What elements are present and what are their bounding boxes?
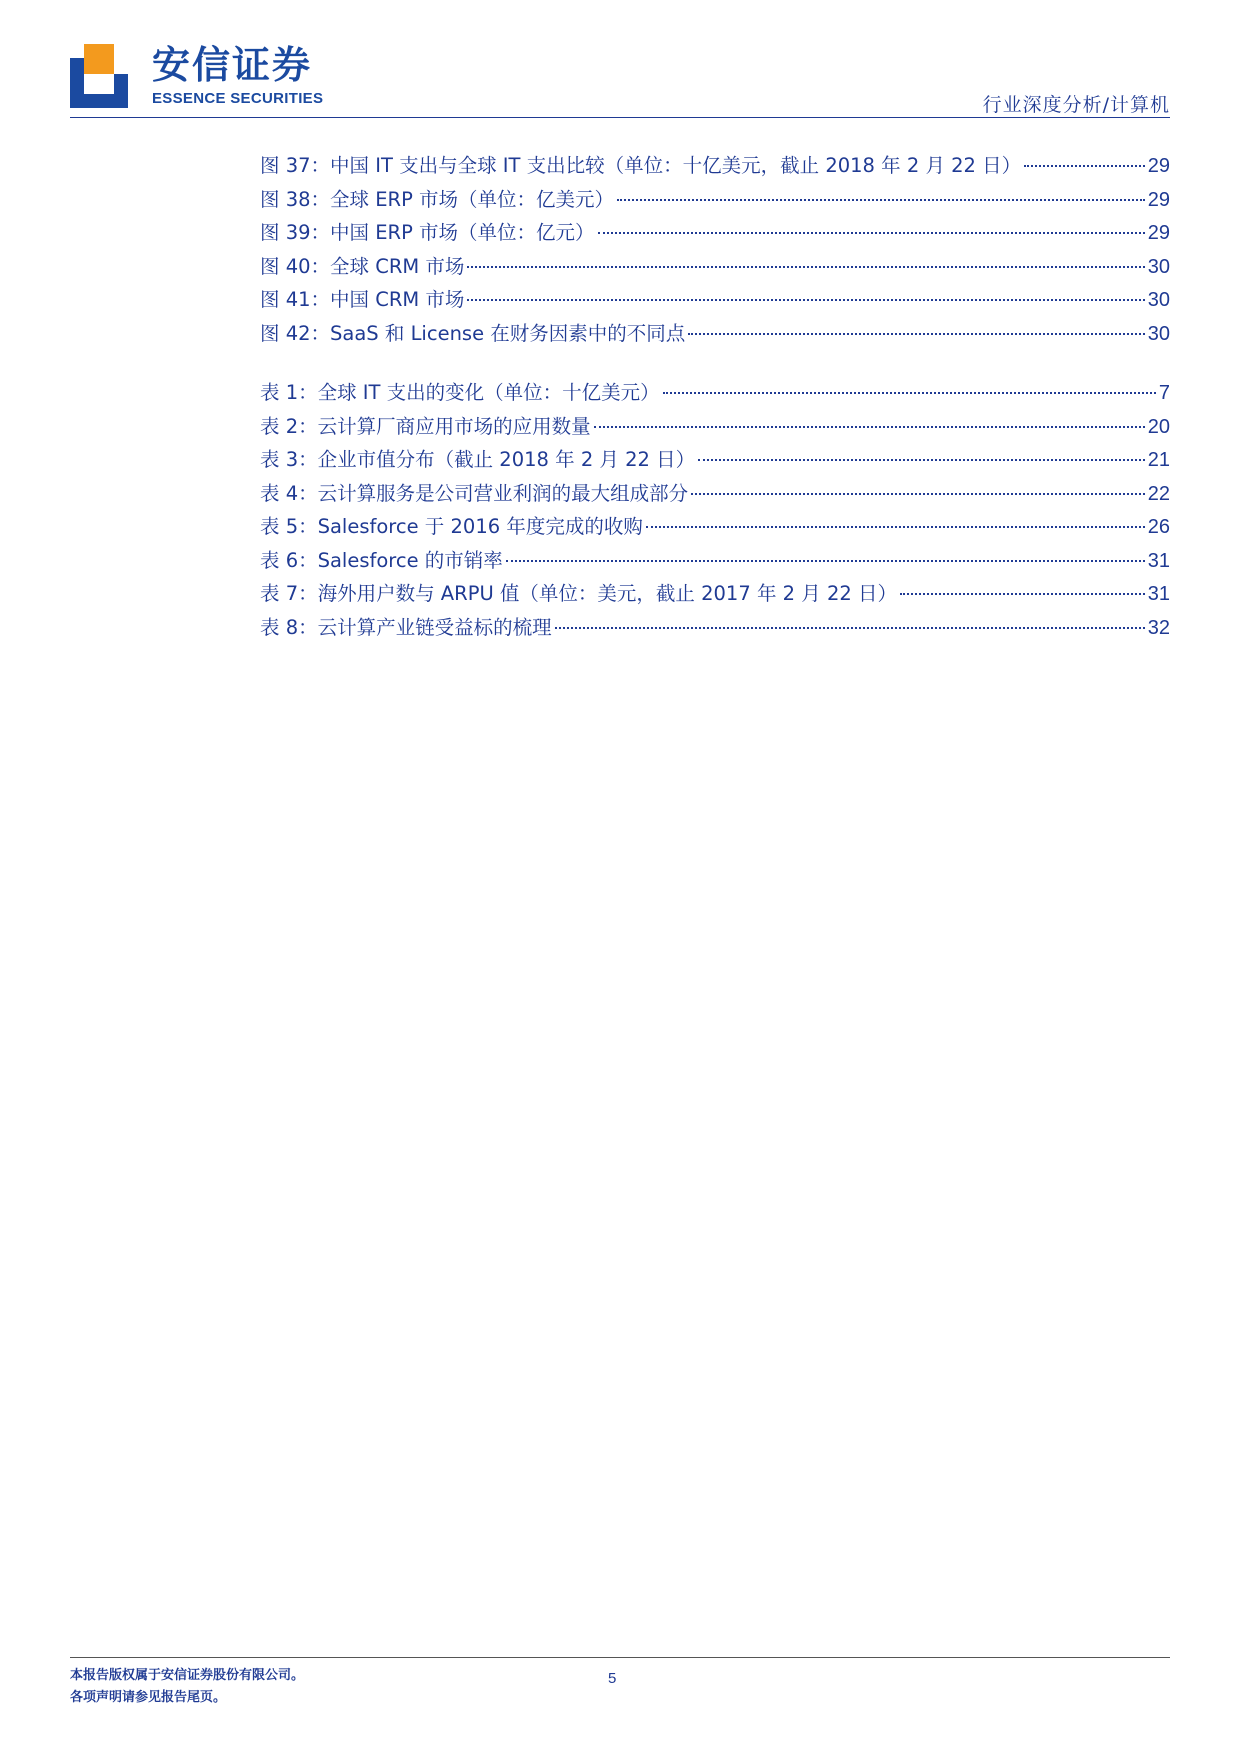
toc-entry-label: 表 1：全球 IT 支出的变化（单位：十亿美元） (260, 381, 660, 404)
toc-entry-label: 图 40：全球 CRM 市场 (260, 254, 465, 278)
toc-entry[interactable] (260, 377, 1170, 411)
toc-entry-page: 7 (1158, 382, 1170, 404)
toc-entry-label: 表 8：云计算产业链受益标的梳理 (260, 615, 552, 639)
table-of-contents (260, 150, 1170, 645)
toc-entry-page: 31 (1147, 583, 1170, 605)
toc-entry-page: 29 (1147, 188, 1170, 211)
logo-english-name: ESSENCE SECURITIES (152, 90, 324, 107)
footer-divider (70, 1657, 1170, 1658)
toc-entry[interactable] (260, 511, 1170, 545)
table-list (260, 377, 1170, 645)
toc-leader-dots (555, 627, 1145, 629)
toc-entry-label: 图 38：全球 ERP 市场（单位：亿美元） (260, 187, 615, 211)
toc-entry[interactable] (260, 318, 1170, 352)
toc-entry[interactable] (260, 444, 1170, 478)
toc-leader-dots (617, 199, 1145, 201)
toc-entry-page: 32 (1147, 616, 1170, 639)
footer-disclaimer (70, 1665, 304, 1709)
essence-logo-icon (70, 44, 128, 108)
toc-leader-dots (506, 560, 1145, 562)
toc-leader-dots (646, 526, 1145, 528)
toc-entry[interactable] (260, 545, 1170, 579)
toc-entry-label: 表 7：海外用户数与 ARPU 值（单位：美元，截止 2017 年 2 月 22 日） (260, 582, 897, 605)
toc-entry-label: 图 37：中国 IT 支出与全球 IT 支出比较（单位：十亿美元，截止 2018 年 2 月 22 日） (260, 154, 1022, 177)
footer-copyright: 本报告版权属于安信证券股份有限公司。 (70, 1668, 305, 1683)
toc-leader-dots (691, 493, 1145, 495)
page-number: 5 (608, 1670, 617, 1687)
toc-entry[interactable] (260, 478, 1170, 512)
report-category: 行业深度分析/计算机 (982, 94, 1170, 116)
toc-leader-dots (598, 232, 1145, 234)
toc-leader-dots (698, 459, 1145, 461)
toc-entry-page: 30 (1147, 255, 1170, 278)
toc-leader-dots (594, 426, 1145, 428)
toc-entry[interactable] (260, 578, 1170, 612)
toc-entry-label: 表 6：Salesforce 的市销率 (260, 548, 503, 572)
toc-entry[interactable] (260, 284, 1170, 318)
toc-entry-label: 表 3：企业市值分布（截止 2018 年 2 月 22 日） (260, 448, 696, 471)
toc-entry-page: 21 (1147, 449, 1170, 471)
toc-entry-label: 表 4：云计算服务是公司营业利润的最大组成部分 (260, 481, 689, 505)
toc-entry-page: 29 (1147, 222, 1170, 244)
toc-entry-label: 图 39：中国 ERP 市场（单位：亿元） (260, 221, 595, 244)
toc-leader-dots (688, 333, 1144, 335)
toc-entry[interactable] (260, 251, 1170, 285)
toc-entry-label: 表 5：Salesforce 于 2016 年度完成的收购 (260, 515, 643, 538)
toc-entry-label: 表 2：云计算厂商应用市场的应用数量 (260, 414, 591, 438)
toc-entry-page: 30 (1147, 289, 1170, 311)
toc-leader-dots (900, 593, 1145, 595)
figure-list (260, 150, 1170, 351)
toc-entry-page: 30 (1147, 322, 1170, 345)
toc-entry-page: 20 (1147, 415, 1170, 438)
toc-entry-label: 图 41：中国 CRM 市场 (260, 288, 465, 311)
toc-leader-dots (663, 392, 1156, 394)
footer-notice: 各项声明请参见报告尾页。 (70, 1690, 227, 1705)
toc-entry-page: 31 (1147, 549, 1170, 572)
toc-entry[interactable] (260, 612, 1170, 646)
toc-entry-page: 22 (1147, 482, 1170, 505)
toc-leader-dots (467, 299, 1144, 301)
toc-entry[interactable] (260, 150, 1170, 184)
toc-entry-label: 图 42：SaaS 和 License 在财务因素中的不同点 (260, 321, 686, 345)
toc-entry[interactable] (260, 411, 1170, 445)
header-divider (70, 117, 1170, 118)
logo-chinese-name: 安信证券 (152, 43, 313, 87)
page-header (70, 42, 1170, 118)
toc-leader-dots (467, 266, 1144, 268)
toc-leader-dots (1024, 165, 1145, 167)
toc-entry-page: 29 (1147, 155, 1170, 177)
toc-entry[interactable] (260, 184, 1170, 218)
toc-entry[interactable] (260, 217, 1170, 251)
toc-entry-page: 26 (1147, 516, 1170, 538)
